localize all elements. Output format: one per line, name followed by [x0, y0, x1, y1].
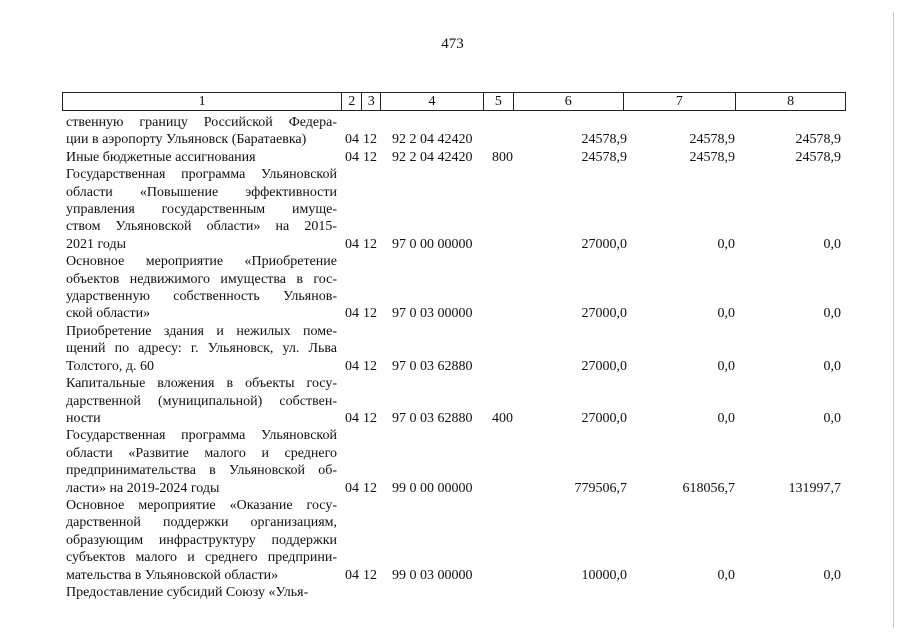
description-line: ности [66, 410, 101, 426]
section-code: 04 [345, 358, 359, 374]
description-line: мательства в Ульяновской области» [66, 567, 279, 583]
column-header-5: 5 [484, 93, 514, 110]
amount-col-6: 779506,7 [574, 480, 627, 496]
description-line: управления государственным имуще- [66, 202, 337, 218]
table-row [0, 149, 905, 166]
amount-col-8: 0,0 [823, 306, 841, 322]
description-line: объектов недвижимого имущества в гос- [66, 271, 337, 287]
target-article-code: 97 0 03 62880 [392, 410, 473, 426]
column-header-2: 2 [342, 93, 362, 110]
table-row [0, 584, 905, 601]
table-row [0, 323, 905, 375]
amount-col-8: 0,0 [823, 236, 841, 252]
description-line: предпринимательства в Ульяновской об- [66, 463, 337, 479]
target-article-code: 92 2 04 42420 [392, 149, 473, 165]
description-line: Государственная программа Ульяновской [66, 428, 337, 444]
target-article-code: 97 0 00 00000 [392, 236, 473, 252]
description-line: Основное мероприятие «Оказание госу- [66, 497, 337, 513]
subsection-code: 12 [363, 149, 377, 165]
subsection-code: 12 [363, 236, 377, 252]
description-line: дарственной поддержки организациям, [66, 515, 337, 531]
target-article-code: 99 0 00 00000 [392, 480, 473, 496]
amount-col-7: 0,0 [717, 236, 735, 252]
column-header-7: 7 [624, 93, 737, 110]
expense-type-code: 800 [492, 149, 513, 165]
description-line: ской области» [66, 306, 151, 322]
row-description [66, 427, 337, 497]
column-header-8: 8 [787, 94, 795, 109]
subsection-code: 12 [363, 410, 377, 426]
target-article-code: 97 0 03 00000 [392, 306, 473, 322]
section-code: 04 [345, 306, 359, 322]
amount-col-6: 24578,9 [581, 132, 627, 148]
description-line: области «Повышение эффективности [66, 184, 337, 200]
description-line: области «Развитие малого и среднего [66, 445, 337, 461]
table-row [0, 253, 905, 323]
expense-type-code: 400 [492, 410, 513, 426]
amount-col-8: 131997,7 [788, 480, 841, 496]
subsection-code: 12 [363, 358, 377, 374]
column-header-3: 3 [362, 93, 381, 110]
table-row [0, 166, 905, 253]
description-line: Предоставление субсидий Союзу «Улья- [66, 584, 309, 600]
amount-col-7: 0,0 [717, 358, 735, 374]
description-line: щений по адресу: г. Ульяновск, ул. Льва [66, 341, 337, 357]
amount-col-7: 24578,9 [689, 149, 735, 165]
description-line: Основное мероприятие «Приобретение [66, 254, 337, 270]
description-line: 2021 годы [66, 236, 127, 252]
subsection-code: 12 [363, 306, 377, 322]
target-article-code: 97 0 03 62880 [392, 358, 473, 374]
target-article-code: 99 0 03 00000 [392, 567, 473, 583]
subsection-code: 12 [363, 480, 377, 496]
amount-col-7: 0,0 [717, 410, 735, 426]
page-number: 473 [441, 36, 464, 52]
subsection-code: 12 [363, 132, 377, 148]
table-row [0, 375, 905, 427]
table-column-header [62, 92, 846, 111]
amount-col-8: 0,0 [823, 567, 841, 583]
row-description [66, 149, 337, 166]
description-line: субъектов малого и среднего предприни- [66, 550, 337, 566]
description-line: ственную границу Российской Федера- [66, 115, 337, 130]
description-line: Государственная программа Ульяновской [66, 167, 337, 183]
description-line: ласти» на 2019-2024 годы [66, 480, 220, 496]
description-line: Толстого, д. 60 [66, 358, 154, 374]
table-row [0, 427, 905, 497]
amount-col-8: 0,0 [823, 410, 841, 426]
amount-col-7: 0,0 [717, 306, 735, 322]
amount-col-8: 24578,9 [795, 132, 841, 148]
subsection-code: 12 [363, 567, 377, 583]
row-description [66, 323, 337, 375]
section-code: 04 [345, 410, 359, 426]
amount-col-7: 24578,9 [689, 132, 735, 148]
column-header-1: 1 [63, 93, 342, 110]
row-description [66, 584, 337, 601]
section-code: 04 [345, 132, 359, 148]
row-description [66, 114, 337, 149]
section-code: 04 [345, 480, 359, 496]
amount-col-6: 27000,0 [581, 236, 627, 252]
section-code: 04 [345, 567, 359, 583]
description-line: ством Ульяновской области» на 2015- [66, 219, 337, 235]
amount-col-6: 27000,0 [581, 358, 627, 374]
column-header-6: 6 [514, 93, 624, 110]
amount-col-6: 10000,0 [581, 567, 627, 583]
amount-col-6: 27000,0 [581, 306, 627, 322]
description-line: Приобретение здания и нежилых поме- [66, 323, 337, 339]
description-line: Капитальные вложения в объекты госу- [66, 376, 337, 392]
amount-col-8: 0,0 [823, 358, 841, 374]
amount-col-7: 618056,7 [682, 480, 735, 496]
section-code: 04 [345, 149, 359, 165]
description-line: Иные бюджетные ассигнования [66, 149, 256, 165]
amount-col-7: 0,0 [717, 567, 735, 583]
row-description [66, 166, 337, 253]
table-row [0, 497, 905, 584]
target-article-code: 92 2 04 42420 [392, 132, 473, 148]
row-description [66, 375, 337, 427]
amount-col-6: 27000,0 [581, 410, 627, 426]
description-line: ции в аэропорту Ульяновск (Баратаевка) [66, 132, 307, 148]
description-line: ударственную собственность Ульянов- [66, 289, 337, 305]
amount-col-6: 24578,9 [581, 149, 627, 165]
description-line: дарственной (муниципальной) собствен- [66, 393, 337, 409]
budget-table-body [0, 114, 905, 601]
description-line: образующим инфраструктуру поддержки [66, 532, 337, 548]
column-header-4: 4 [381, 93, 484, 110]
row-description [66, 253, 337, 323]
amount-col-8: 24578,9 [795, 149, 841, 165]
table-row [0, 114, 905, 149]
row-description [66, 497, 337, 584]
section-code: 04 [345, 236, 359, 252]
